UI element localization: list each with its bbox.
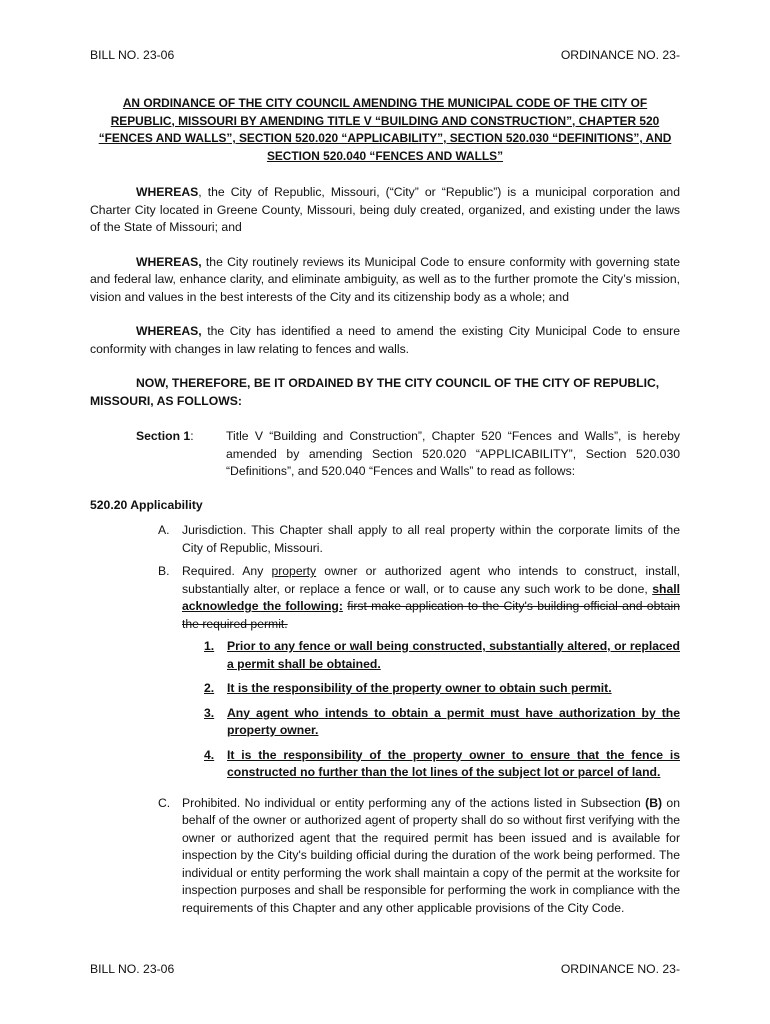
footer-ordinance-number: ORDINANCE NO. 23- [560,962,680,976]
item-c [90,795,680,918]
header-ordinance-number: ORDINANCE NO. 23- [560,48,680,62]
item-a [90,522,680,557]
list-item: 1. Prior to any fence or wall being constructed, substantially altered, or replaced a permit shall be obtained. [204,639,680,671]
section-1-text: Title V “Building and Construction”, Chapter 520 “Fences and Walls”, is hereby amended by amending Section 520.020 “APPLICABILITY”, Section 520.030 “Definitions”, and 520.040 “Fences and Walls” to read as follows: [226,429,680,478]
list-item: 4. It is the responsibility of the property owner to ensure that the fence is constructed no further than the lot lines of the subject lot or parcel of land. [204,747,680,779]
section-1-label: Section 1: [136,429,194,443]
whereas-lead: WHEREAS, [136,324,202,338]
whereas-paragraph-2 [90,254,680,307]
item-b [90,563,680,789]
whereas-text: the City routinely reviews its Municipal Code to ensure conformity with governing state and federal law, enhance clarity, and eliminate ambiguity, as well as to the further promote the City’s mission, vision and values in the best interests of the City and its citizenship body as a whole; and [90,254,680,304]
list-item: 2. It is the responsibility of the property owner to obtain such permit. [204,681,612,695]
list-item: 3. Any agent who intends to obtain a permit must have authorization by the property owner. [204,705,680,737]
ordinance-title: AN ORDINANCE OF THE CITY COUNCIL AMENDING THE MUNICIPAL CODE OF THE CITY OF REPUBLIC, MISSOURI BY AMENDING TITLE V “BUILDING AND CONSTRUCTION”, CHAPTER 520 “FENCES AND WALLS”, SECTION 520.020 “APPLICABILITY”, SECTION 520.030 “DEFINITIONS”, AND SECTION 520.040 “FENCES AND WALLS” [98,96,672,163]
whereas-lead: WHEREAS, [136,254,202,269]
item-a-letter: A. [158,523,170,537]
page-footer [90,962,680,976]
item-b-letter: B. [158,564,170,578]
whereas-paragraph-1 [90,184,680,237]
whereas-text: the City has identified a need to amend the existing City Municipal Code to ensure conformity with changes in law relating to fences and walls. [90,324,680,356]
item-a-text: Jurisdiction. This Chapter shall apply to all real property within the corporate limits of the City of Republic, Missouri. [182,523,680,555]
subsection-ref: (B) [645,795,663,810]
footer-bill-number: BILL NO. 23-06 [90,962,175,976]
item-c-letter: C. [158,795,171,810]
section-heading-520-20: 520.20 Applicability [90,497,203,512]
property-term: property [271,564,317,578]
item-b-body: Required. Any property owner or authorized agent who intends to construct, install, substantially alter, or replace a fence or wall, or to cause any such work to be done, shall acknowledge the following: first make application to the City's building official and obtain the required permit. 1. Prior to any fence or wall being constructed, substantially altered, or replaced a permit shall be obtained. 2. It is the responsibility of the property owner to obtain such permit. 3. Any agent who intends to obtain a permit must have authorization by the property owner. 4. It is the responsibility of the property owner to ensure that the fence is constructed no further than the lot lines of the subject lot or parcel of land. [182,563,680,789]
section-1 [90,428,680,481]
whereas-text: , the City of Republic, Missouri, (“City” or “Republic”) is a municipal corporation and Charter City located in Greene County, Missouri, being duly created, organized, and existing under the laws of the State of Missouri; and [90,185,680,234]
deleted-text: first make application to the City's building official and obtain the required permit. [182,599,681,631]
item-c-body: Prohibited. No individual or entity performing any of the actions listed in Subsection (B) on behalf of the owner or authorized agent of property shall do so without first verifying with the owner or authorized agent that the required permit has been issued and is available for inspection by the City's building official during the duration of the work being performed. The individual or entity performing the work shall maintain a copy of the permit at the worksite for inspection purposes and shall be responsible for performing the work in compliance with the requirements of this Chapter and any other applicable provisions of the City Code. [182,795,680,915]
document-body [90,95,680,923]
added-text: shall acknowledge the following: [182,581,680,613]
page-header [90,48,680,62]
header-bill-number: BILL NO. 23-06 [90,48,175,62]
now-therefore-clause: NOW, THEREFORE, BE IT ORDAINED BY THE CITY COUNCIL OF THE CITY OF REPUBLIC, MISSOURI, AS FOLLOWS: [90,376,660,408]
whereas-lead: WHEREAS [136,185,199,199]
item-b-sublist [182,638,680,782]
whereas-paragraph-3 [90,323,680,358]
